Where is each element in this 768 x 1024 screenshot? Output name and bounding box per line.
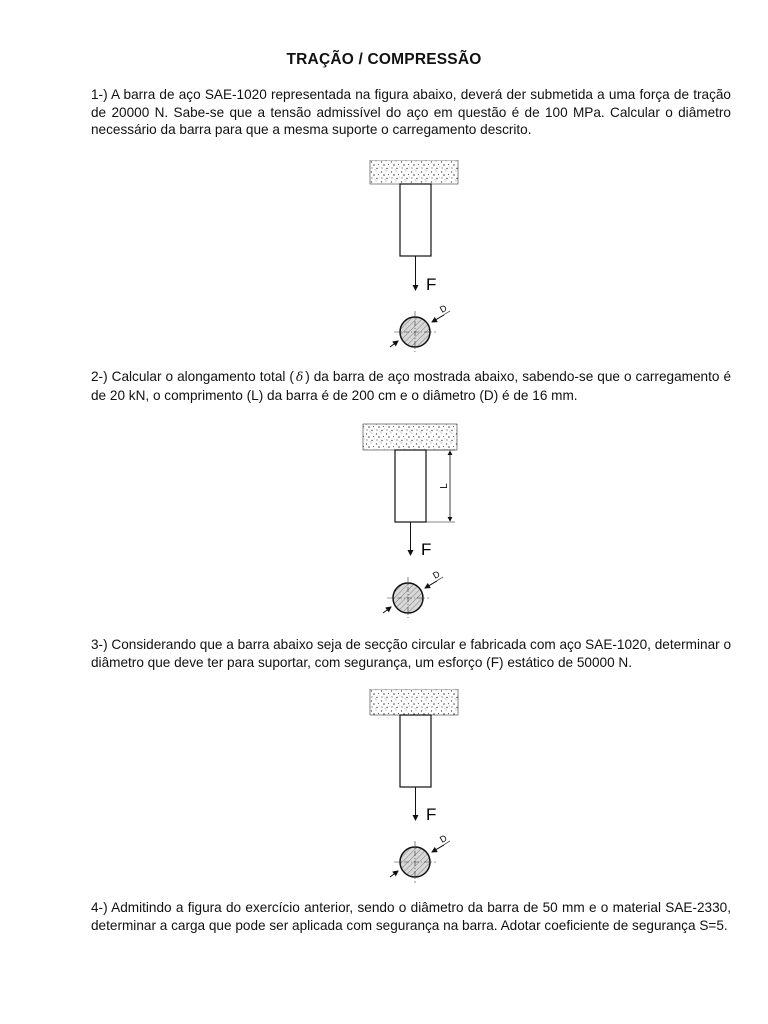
page-title: TRAÇÃO / COMPRESSÃO	[286, 51, 482, 68]
length-label: L	[439, 483, 450, 489]
force-label: F	[426, 275, 437, 294]
diameter-label: D	[438, 832, 449, 845]
diameter-label: D	[438, 302, 449, 315]
cross-section	[390, 311, 450, 352]
figure-1-bar-diagram	[360, 160, 470, 352]
figure-2-bar-diagram	[355, 422, 475, 618]
force-label: F	[421, 540, 432, 559]
steel-bar	[400, 184, 431, 256]
support-block	[363, 424, 457, 450]
delta-symbol: δ	[295, 370, 304, 384]
problem-3-text: 3-) Considerando que a barra abaixo seja de secção circular e fabricada com aço SAE-1020, determinar o diâmetro que deve ter para suportar, com segurança, um esforço (F) estático de 50000 N.	[91, 637, 732, 670]
support-block	[370, 160, 458, 184]
force-label: F	[426, 805, 437, 824]
steel-bar	[400, 715, 431, 787]
cross-section	[390, 841, 450, 883]
figure-3-bar-diagram	[360, 689, 470, 883]
cross-section	[383, 577, 443, 618]
support-block	[370, 689, 458, 715]
problem-4-text: 4-) Admitindo a figura do exercício anterior, sendo o diâmetro da barra de 50 mm e o material SAE-2330, determinar a carga que pode ser aplicada com segurança na barra. Adotar coeficiente de segurança S=5.	[91, 900, 731, 933]
problem-1-text: 1-) A barra de aço SAE-1020 representada na figura abaixo, deverá der submetida a uma força de tração de 20000 N. Sabe-se que a tensão admissível do aço em questão é de 100 MPa. Calcular o diâmetro necessário da barra para que a mesma suporte o carregamento descrito.	[91, 87, 731, 137]
diameter-label: D	[431, 568, 442, 581]
steel-bar	[395, 450, 426, 522]
problem-2-text: 2-) Calcular o alongamento total ( δ ) da barra de aço mostrada abaixo, sabendo-se que o carregamento é de 20 kN, o comprimento (L) da barra é de 200 cm e o diâmetro (D) é de 16 mm.	[91, 369, 731, 403]
